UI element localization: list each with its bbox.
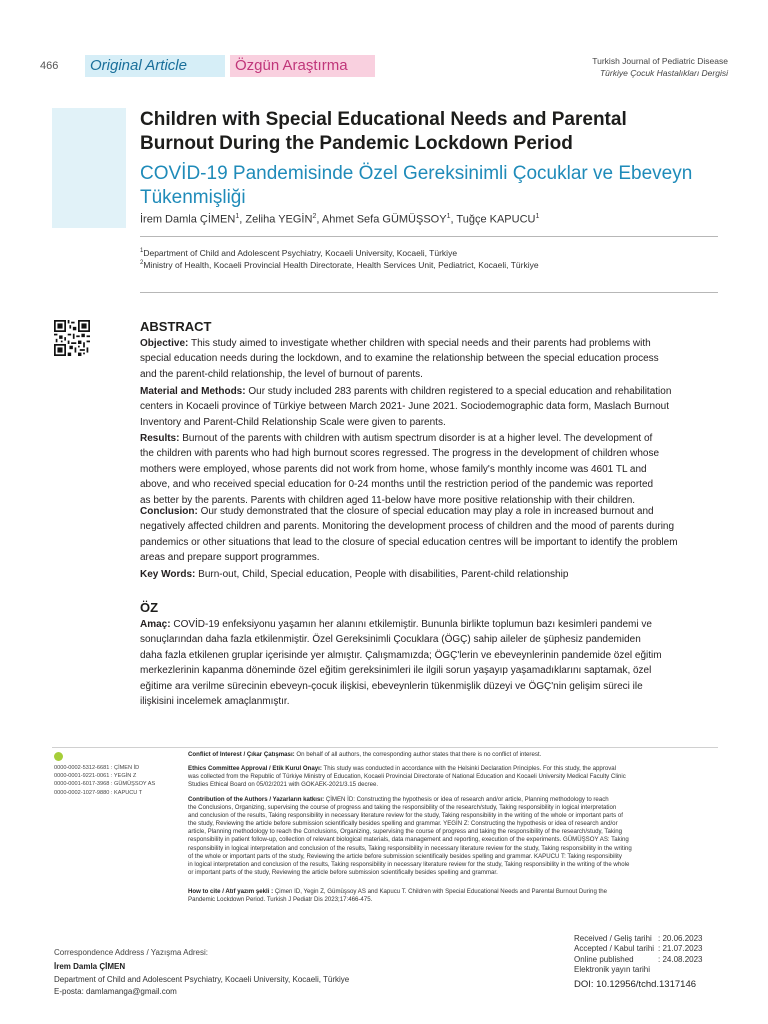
affiliation-sup: 1 — [140, 248, 144, 255]
abstract-results — [140, 431, 718, 508]
paragraph-line — [188, 765, 718, 773]
line-text: This study was conducted in accordance with the Helsinki Declaration Principles. For this study, the approval — [323, 765, 616, 772]
correspondence-name: İrem Damla ÇİMEN — [54, 962, 126, 971]
title-tr-line: Tükenmişliği — [140, 187, 246, 208]
author-list — [140, 213, 730, 226]
paragraph-line: special education needs during the lockdown, and to examine the relationship between the special education process — [140, 353, 659, 365]
author-affil-sup: 1 — [535, 213, 540, 220]
author-name: Zeliha YEGİN — [245, 213, 313, 226]
abstract-conclusion — [140, 504, 718, 566]
paragraph-line — [140, 504, 718, 519]
article-title-en — [140, 108, 730, 156]
abstract-objective — [140, 336, 718, 382]
paragraph-line — [188, 888, 718, 896]
line-text: This study aimed to investigate whether children with special needs and their parents had problems with — [190, 338, 651, 349]
divider — [140, 236, 718, 237]
results-label: Results: — [140, 433, 180, 444]
orcid-entry[interactable]: 0000-0001-6017-3968 : GÜMÜŞSOY AS — [54, 781, 156, 788]
paragraph-line: or important parts of the study, Reviewing the article before submission scientifically besides spelling and grammar. — [188, 868, 498, 876]
author-affil-sup: 1 — [235, 213, 240, 220]
paragraph-line — [188, 796, 718, 804]
paragraph-line: and conclusion of the results, Taking responsibility in necessary literature review for the study, Taking responsibility in the writing of the whole or important parts of — [188, 812, 623, 820]
original-article-label: Original Article — [90, 57, 187, 74]
paragraph-line: eğitime ara verilme sürecinin ebeveyn-çocuk ilişkisi, ebeveynlerin tükenmişlik düzeyi ve ÖGÇ'nin gelişim süreci ile — [140, 680, 643, 692]
paragraph-line: Studies Ethical Board on 05/02/2021 with GOKAEK-2021/3.15 decree. — [188, 781, 379, 789]
paragraph-line: areas and prepare support programmes. — [140, 552, 320, 564]
original-article-badge — [85, 55, 225, 77]
side-color-block — [52, 108, 126, 228]
date-value: : 20.06.2023 — [658, 934, 703, 943]
line-text: Our study included 283 parents with children registered to a special education and rehabilitation — [248, 386, 672, 397]
paragraph-line — [140, 336, 718, 351]
orcid-list — [54, 764, 179, 797]
affiliation-sup: 2 — [140, 260, 144, 267]
conflict-text: On behalf of all authors, the corresponding author states that there is no conflict of interest. — [296, 751, 542, 758]
date-row — [574, 944, 724, 954]
orcid-icon — [54, 752, 63, 761]
author-separator: , — [450, 213, 457, 226]
correspondence-email[interactable]: E-posta: damlamanga@gmail.com — [54, 987, 177, 996]
author-separator: , — [239, 213, 246, 226]
paragraph-line — [140, 617, 718, 632]
paragraph-line: merkezlerinin kapanma döneminde özel eğitim gereksinimleri ile ilgili sorun yaşayıp yaşamadıklarını saptamak, özel — [140, 665, 652, 677]
ethics-label: Ethics Committee Approval / Etik Kurul Onayı: — [188, 765, 322, 772]
paragraph-line: centers in Kocaeli province of Türkiye between March 2021- June 2021. Sociodemographic data form, Maslach Burnout — [140, 401, 669, 413]
date-label: Accepted / Kabul tarihi — [574, 944, 655, 954]
orcid-entry[interactable]: 0000-0001-9221-0061 : YEGİN Z — [54, 773, 137, 780]
affiliation — [140, 260, 730, 270]
paragraph-line: negatively affected children and parents. Monitoring the development process of children and the mood of parents during — [140, 521, 675, 533]
contrib-label: Contribution of the Authors / Yazarların katkısı: — [188, 796, 325, 803]
page-number: 466 — [40, 60, 59, 72]
paragraph-line: ilişkisini incelemek amaçlanmıştır. — [140, 696, 290, 708]
date-row — [574, 934, 724, 944]
line-text: Burnout of the parents with children with autism spectrum disorder is at a higher level. The development of — [182, 433, 653, 444]
line-text: COVİD-19 enfeksiyonu yaşamın her alanını etkilemiştir. Bununla birlikte toplumun bazı kesimleri pandemi ve — [173, 619, 652, 630]
affiliation-text: Ministry of Health, Kocaeli Provincial Health Directorate, Health Services Unit, Pediatrict, Kocaeli, Türkiye — [143, 260, 539, 270]
qr-code-icon — [54, 320, 90, 356]
conclusion-label: Conclusion: — [140, 506, 198, 517]
title-tr-line: COVİD-19 Pandemisinde Özel Gereksinimli Çocuklar ve Ebeveyn — [140, 163, 693, 184]
orcid-entry[interactable]: 0000-0002-1027-9880 : KAPUCU T — [54, 789, 143, 796]
divider — [52, 747, 718, 748]
journal-name-en: Turkish Journal of Pediatric Disease — [592, 56, 728, 66]
paragraph-line: the children with parents who had high burnout scores regressed. The progress in the development of children whose — [140, 448, 660, 460]
affiliation — [140, 248, 730, 258]
author-name: Ahmet Sefa GÜMÜŞSOY — [321, 213, 447, 226]
paragraph-line: daha fazla etkilenen gruplar içerisinde yer almıştır. Çalışmamızda; ÖGÇ'lerin ve ebeveynlerinin pandemide özel eğitim — [140, 649, 662, 661]
title-en-line: Children with Special Educational Needs and Parental — [140, 109, 627, 130]
date-row — [574, 955, 724, 965]
paragraph-line: the study, Reviewing the article before submission scientifically besides spelling and grammar. YEGİN Z: Constructing the hypothesis or idea of research and/or — [188, 820, 618, 828]
how-to-cite — [188, 888, 718, 904]
line-text: ÇİMEN İD: Constructing the hypothesis or idea of research and/or article, Planning methodology to reach — [325, 796, 609, 803]
article-dates — [574, 934, 724, 976]
line-text: Çimen ID, Yegin Z, Gümüşsoy AS and Kapucu T. Children with Special Educational Needs and Parental Burnout During the — [274, 888, 608, 895]
methods-label: Material and Methods: — [140, 386, 246, 397]
paragraph-line: mothers were employed, whose parents did not work from home, whose family's monthly income was 4601 TL and — [140, 463, 647, 475]
correspondence-address: Department of Child and Adolescent Psychiatry, Kocaeli University, Kocaeli, Türkiye — [54, 975, 350, 984]
paragraph-line: above, and who received special education for 0-24 months until the restriction period of the pandemic was reported — [140, 479, 654, 491]
author-name: Tuğçe KAPUCU — [456, 213, 536, 226]
line-text: Our study demonstrated that the closure of special education may play a role in increased burnout and — [200, 506, 654, 517]
paragraph-line: Inventory and Parent-Child Relationship Scale were given to parents. — [140, 416, 446, 428]
journal-name-tr: Türkiye Çocuk Hastalıkları Dergisi — [599, 68, 728, 78]
paragraph-line: of the whole or important parts of the study, Reviewing the article before submission scientifically besides spelling and grammar. KAPUCU T: Taking responsibility — [188, 852, 622, 860]
paragraph-line: as better by the parents. Parents with children aged 11-below have more positive relationship with their children. — [140, 494, 636, 506]
paragraph-line: article, Planning methodology to reach the Conclusions, Organizing, supervising the course of progress and taking the responsibility of the research/study, Taking — [188, 828, 623, 836]
paragraph-line: in logical interpretation and conclusion of the results, Taking responsibility in necessary literature review for the study, Taking responsibility in the writing of the whole — [188, 860, 630, 868]
orcid-entry[interactable]: 0000-0002-5312-6681 : ÇİMEN İD — [54, 765, 140, 771]
conflict-label: Conflict of Interest / Çıkar Çatışması: — [188, 751, 295, 758]
abstract-heading: ABSTRACT — [140, 319, 212, 334]
amac-label: Amaç: — [140, 619, 171, 630]
keywords-label: Key Words: — [140, 569, 196, 580]
objective-label: Objective: — [140, 338, 189, 349]
author-contributions — [188, 796, 718, 877]
divider — [140, 292, 718, 293]
keywords-text: Burn-out, Child, Special education, People with disabilities, Parent-child relationship — [198, 569, 569, 580]
date-value: : 24.08.2023 — [658, 954, 703, 964]
author-separator: , — [316, 213, 322, 226]
cite-label: How to cite / Atıf yazım şekli : — [188, 888, 274, 895]
abstract-keywords — [140, 567, 718, 582]
paragraph-line: was collected from the Republic of Türkiye Ministry of Education, Kocaeli Provincial Directorate of National Education and Kocaeli University Medical Faculty Clinic — [188, 773, 626, 781]
paragraph-line — [140, 384, 718, 399]
correspondence-label: Correspondence Address / Yazışma Adresi: — [54, 948, 209, 957]
ozgun-arastirma-badge — [230, 55, 375, 77]
paragraph-line: the Conclusions, Organizing, supervising the course of progress and taking the responsibility of the research/study, Taking responsibility in logical interpretation — [188, 804, 617, 812]
paragraph-line: responsibility in logical interpretation and conclusion of the results, Taking responsibility in necessary literature review for the study, Taking responsibility in the writing — [188, 844, 632, 852]
affiliation-text: Department of Child and Adolescent Psychiatry, Kocaeli University, Kocaeli, Türkiye — [143, 248, 458, 258]
date-label: Received / Geliş tarihi — [574, 934, 652, 943]
conflict-of-interest — [188, 751, 718, 759]
date-label: Online published — [574, 954, 634, 964]
ozgun-arastirma-label: Özgün Araştırma — [235, 57, 348, 74]
author-affil-sup: 1 — [446, 213, 451, 220]
paragraph-line: and the parent-child relationship, the level of burnout of parents. — [140, 368, 423, 380]
ethics-approval — [188, 765, 718, 789]
article-title-tr — [140, 162, 730, 210]
electronic-date-label: Elektronik yayın tarihi — [574, 965, 651, 975]
paragraph-line: pandemics or other situations that lead to the closure of special education centres will be important to identify the problem — [140, 536, 678, 548]
paragraph-line: Pandemic Lockdown Period. Turkish J Pediatr Dis 2023;17:466-475. — [188, 896, 373, 904]
doi-link[interactable]: DOI: 10.12956/tchd.1317146 — [574, 979, 697, 990]
oz-amac — [140, 617, 718, 709]
title-en-line: Burnout During the Pandemic Lockdown Period — [140, 133, 573, 154]
date-value: : 21.07.2023 — [658, 944, 703, 954]
author-affil-sup: 2 — [312, 213, 317, 220]
paragraph-line: sonuçlarından daha fazla etkilenmiştir. Özel Gereksinimli Çocuklara (ÖGÇ) sahip aileler de şüphesiz pandemiden — [140, 634, 641, 646]
paragraph-line: responsibility in patient follow-up, collection of relevant biological materials, data management and reporting, execution of the experiments. GÜMÜŞSOY AS: Taking — [188, 836, 629, 844]
paragraph-line — [140, 431, 718, 446]
oz-heading: ÖZ — [140, 600, 159, 615]
abstract-methods — [140, 384, 718, 430]
author-name: İrem Damla ÇİMEN — [140, 213, 236, 226]
